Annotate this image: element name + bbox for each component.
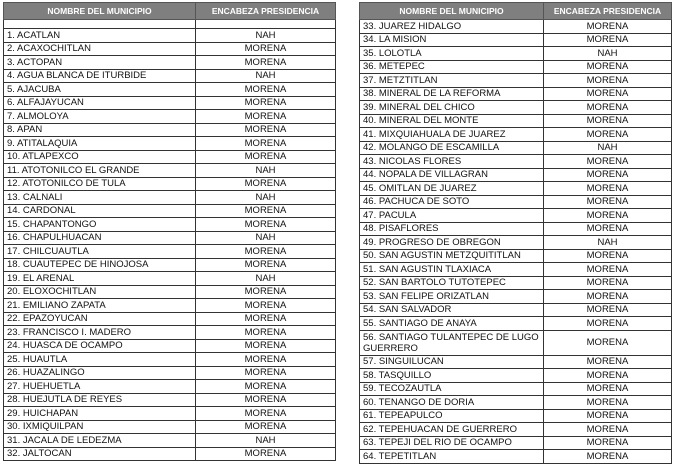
presidencia-party: MORENA [196, 285, 336, 299]
presidencia-party: MORENA [196, 326, 336, 340]
header-municipio: NOMBRE DEL MUNICIPIO [4, 3, 196, 20]
presidencia-party: MORENA [196, 96, 336, 110]
table-row [4, 110, 336, 124]
table-row [4, 366, 336, 380]
municipio-name: 25. HUAUTLA [4, 353, 196, 367]
presidencia-party: MORENA [544, 409, 672, 423]
presidencia-party: MORENA [544, 450, 672, 464]
municipio-name: 48. PISAFLORES [360, 222, 544, 236]
municipio-name: 16. CHAPULHUACAN [4, 231, 196, 245]
table-row [360, 236, 672, 250]
table-row [4, 447, 336, 461]
presidencia-party: MORENA [544, 290, 672, 304]
table-row [4, 393, 336, 407]
table-row [360, 382, 672, 396]
municipio-name: 20. ELOXOCHITLAN [4, 285, 196, 299]
municipio-name: 47. PACULA [360, 209, 544, 223]
municipio-name: 55. SANTIAGO DE ANAYA [360, 317, 544, 331]
municipio-name: 54. SAN SALVADOR [360, 303, 544, 317]
header-row [360, 3, 672, 20]
municipio-name: 33. JUAREZ HIDALGO [360, 20, 544, 34]
presidencia-party: MORENA [196, 447, 336, 461]
presidencia-party: MORENA [544, 195, 672, 209]
table-row [360, 396, 672, 410]
table-row [360, 409, 672, 423]
table-row [4, 56, 336, 70]
table-row [360, 101, 672, 115]
table-row [360, 47, 672, 61]
municipio-name: 14. CARDONAL [4, 204, 196, 218]
municipio-name: 1. ACATLAN [4, 29, 196, 43]
table-row [4, 299, 336, 313]
presidencia-party: MORENA [544, 168, 672, 182]
table-row [360, 209, 672, 223]
presidencia-party: MORENA [544, 182, 672, 196]
table-row [4, 123, 336, 137]
header-presidencia: ENCABEZA PRESIDENCIA [196, 3, 336, 20]
table-row [4, 312, 336, 326]
municipio-name: 56. SANTIAGO TULANTEPEC DE LUGO GUERRERO [360, 330, 544, 355]
presidencia-party: MORENA [544, 303, 672, 317]
municipio-name: 23. FRANCISCO I. MADERO [4, 326, 196, 340]
municipio-name: 12. ATOTONILCO DE TULA [4, 177, 196, 191]
table-row [4, 258, 336, 272]
presidencia-party: NAH [196, 69, 336, 83]
presidencia-party: MORENA [544, 355, 672, 369]
table-body [360, 20, 672, 464]
municipio-name: 4. AGUA BLANCA DE ITURBIDE [4, 69, 196, 83]
municipio-name: 11. ATOTONILCO EL GRANDE [4, 164, 196, 178]
presidencia-party: MORENA [544, 60, 672, 74]
municipio-name: 45. OMITLAN DE JUAREZ [360, 182, 544, 196]
municipio-name: 13. CALNALI [4, 191, 196, 205]
municipio-name: 51. SAN AGUSTIN TLAXIACA [360, 263, 544, 277]
municipio-name: 6. ALFAJAYUCAN [4, 96, 196, 110]
table-row [360, 74, 672, 88]
presidencia-party: MORENA [544, 209, 672, 223]
municipio-name: 59. TECOZAUTLA [360, 382, 544, 396]
table-row [4, 177, 336, 191]
municipio-name: 53. SAN FELIPE ORIZATLAN [360, 290, 544, 304]
table-row [360, 60, 672, 74]
presidencia-party: MORENA [196, 380, 336, 394]
table-row [4, 191, 336, 205]
presidencia-party: MORENA [544, 222, 672, 236]
table-row [360, 87, 672, 101]
municipio-name: 46. PACHUCA DE SOTO [360, 195, 544, 209]
municipio-name: 7. ALMOLOYA [4, 110, 196, 124]
municipio-name: 34. LA MISION [360, 33, 544, 47]
municipio-name: 44. NOPALA DE VILLAGRAN [360, 168, 544, 182]
presidencia-party: NAH [544, 236, 672, 250]
municipio-name: 18. CUAUTEPEC DE HINOJOSA [4, 258, 196, 272]
presidencia-party: MORENA [196, 177, 336, 191]
table-row [4, 150, 336, 164]
presidencia-party: MORENA [196, 42, 336, 56]
municipio-name: 52. SAN BARTOLO TUTOTEPEC [360, 276, 544, 290]
presidencia-party: MORENA [196, 204, 336, 218]
presidencia-party: MORENA [196, 137, 336, 151]
table-row [360, 355, 672, 369]
table-body [4, 20, 336, 461]
table-row [4, 231, 336, 245]
municipio-name: 60. TENANGO DE DORIA [360, 396, 544, 410]
municipio-name: 17. CHILCUAUTLA [4, 245, 196, 259]
municipio-name: 29. HUICHAPAN [4, 407, 196, 421]
table-row [360, 423, 672, 437]
presidencia-party: MORENA [544, 423, 672, 437]
municipio-name: 31. JACALA DE LEDEZMA [4, 434, 196, 448]
presidencia-party: MORENA [196, 218, 336, 232]
presidencia-party: NAH [544, 47, 672, 61]
presidencia-party: MORENA [196, 339, 336, 353]
table-row [360, 195, 672, 209]
municipios-table-right [359, 2, 672, 464]
header-presidencia: ENCABEZA PRESIDENCIA [544, 3, 672, 20]
presidencia-party: MORENA [544, 101, 672, 115]
presidencia-party: NAH [196, 164, 336, 178]
municipio-name: 30. IXMIQUILPAN [4, 420, 196, 434]
municipio-name: 37. METZTITLAN [360, 74, 544, 88]
presidencia-party: NAH [196, 434, 336, 448]
table-row [4, 218, 336, 232]
table-row [360, 222, 672, 236]
municipio-name: 27. HUEHUETLA [4, 380, 196, 394]
presidencia-party: MORENA [196, 299, 336, 313]
municipio-name: 61. TEPEAPULCO [360, 409, 544, 423]
table-row [360, 182, 672, 196]
presidencia-party: MORENA [196, 353, 336, 367]
presidencia-party: MORENA [196, 312, 336, 326]
municipio-name: 38. MINERAL DE LA REFORMA [360, 87, 544, 101]
spacer-row [4, 20, 336, 29]
table-row [360, 249, 672, 263]
presidencia-party: MORENA [196, 83, 336, 97]
municipio-name: 19. EL ARENAL [4, 272, 196, 286]
table-row [360, 114, 672, 128]
presidencia-party: NAH [196, 191, 336, 205]
table-row [4, 272, 336, 286]
table-row [360, 290, 672, 304]
table-row [360, 436, 672, 450]
presidencia-party: MORENA [544, 33, 672, 47]
municipio-name: 39. MINERAL DEL CHICO [360, 101, 544, 115]
municipio-name: 3. ACTOPAN [4, 56, 196, 70]
presidencia-party: MORENA [544, 369, 672, 383]
municipio-name: 36. METEPEC [360, 60, 544, 74]
presidencia-party: MORENA [544, 276, 672, 290]
municipio-name: 32. JALTOCAN [4, 447, 196, 461]
table-row [360, 450, 672, 464]
municipio-name: 21. EMILIANO ZAPATA [4, 299, 196, 313]
table-row [360, 128, 672, 142]
municipio-name: 43. NICOLAS FLORES [360, 155, 544, 169]
table-row [360, 369, 672, 383]
presidencia-party: MORENA [544, 128, 672, 142]
presidencia-party: MORENA [544, 74, 672, 88]
municipio-name: 28. HUEJUTLA DE REYES [4, 393, 196, 407]
municipios-table-left [3, 2, 336, 461]
table-row [4, 420, 336, 434]
table-row [360, 20, 672, 34]
table-row [4, 96, 336, 110]
table-row [4, 29, 336, 43]
presidencia-party: MORENA [544, 436, 672, 450]
table-row [4, 164, 336, 178]
table-row [4, 137, 336, 151]
table-row [360, 263, 672, 277]
municipio-name: 8. APAN [4, 123, 196, 137]
presidencia-party: MORENA [544, 155, 672, 169]
presidencia-party: MORENA [544, 249, 672, 263]
table-row [4, 285, 336, 299]
municipio-name: 15. CHAPANTONGO [4, 218, 196, 232]
table-row [360, 155, 672, 169]
table-row [4, 339, 336, 353]
header-municipio: NOMBRE DEL MUNICIPIO [360, 3, 544, 20]
table-row [4, 407, 336, 421]
header-row [4, 3, 336, 20]
presidencia-party: MORENA [544, 396, 672, 410]
presidencia-party: MORENA [196, 110, 336, 124]
municipio-name: 22. EPAZOYUCAN [4, 312, 196, 326]
table-row [360, 317, 672, 331]
municipio-name: 63. TEPEJI DEL RIO DE OCAMPO [360, 436, 544, 450]
presidencia-party: MORENA [544, 330, 672, 355]
municipio-name: 24. HUASCA DE OCAMPO [4, 339, 196, 353]
table-row [360, 330, 672, 355]
presidencia-party: MORENA [196, 366, 336, 380]
table-row [4, 83, 336, 97]
table-row [360, 303, 672, 317]
table-row [360, 141, 672, 155]
presidencia-party: MORENA [196, 407, 336, 421]
table-row [360, 33, 672, 47]
table-row [4, 326, 336, 340]
municipio-name: 5. AJACUBA [4, 83, 196, 97]
municipio-name: 57. SINGUILUCAN [360, 355, 544, 369]
table-row [4, 69, 336, 83]
presidencia-party: MORENA [196, 56, 336, 70]
presidencia-party: MORENA [196, 150, 336, 164]
municipio-name: 35. LOLOTLA [360, 47, 544, 61]
presidencia-party: NAH [196, 272, 336, 286]
presidencia-party: MORENA [196, 420, 336, 434]
municipio-name: 58. TASQUILLO [360, 369, 544, 383]
table-row [360, 168, 672, 182]
presidencia-party: MORENA [196, 393, 336, 407]
presidencia-party: MORENA [544, 382, 672, 396]
presidencia-party: MORENA [544, 263, 672, 277]
municipio-name: 2. ACAXOCHITLAN [4, 42, 196, 56]
municipio-name: 64. TEPETITLAN [360, 450, 544, 464]
municipio-name: 49. PROGRESO DE OBREGON [360, 236, 544, 250]
municipio-name: 41. MIXQUIAHUALA DE JUAREZ [360, 128, 544, 142]
municipio-name: 42. MOLANGO DE ESCAMILLA [360, 141, 544, 155]
presidencia-party: MORENA [544, 87, 672, 101]
table-row [4, 434, 336, 448]
table-row [4, 42, 336, 56]
presidencia-party: MORENA [196, 258, 336, 272]
table-row [4, 204, 336, 218]
municipio-name: 50. SAN AGUSTIN METZQUITITLAN [360, 249, 544, 263]
presidencia-party: MORENA [544, 114, 672, 128]
table-row [4, 353, 336, 367]
table-row [360, 276, 672, 290]
table-row [4, 380, 336, 394]
presidencia-party: NAH [196, 29, 336, 43]
presidencia-party: NAH [544, 141, 672, 155]
municipio-name: 62. TEPEHUACAN DE GUERRERO [360, 423, 544, 437]
municipio-name: 40. MINERAL DEL MONTE [360, 114, 544, 128]
municipio-name: 9. ATITALAQUIA [4, 137, 196, 151]
presidencia-party: NAH [196, 231, 336, 245]
municipio-name: 26. HUAZALINGO [4, 366, 196, 380]
presidencia-party: MORENA [196, 245, 336, 259]
presidencia-party: MORENA [544, 317, 672, 331]
presidencia-party: MORENA [544, 20, 672, 34]
table-row [4, 245, 336, 259]
municipio-name: 10. ATLAPEXCO [4, 150, 196, 164]
presidencia-party: MORENA [196, 123, 336, 137]
